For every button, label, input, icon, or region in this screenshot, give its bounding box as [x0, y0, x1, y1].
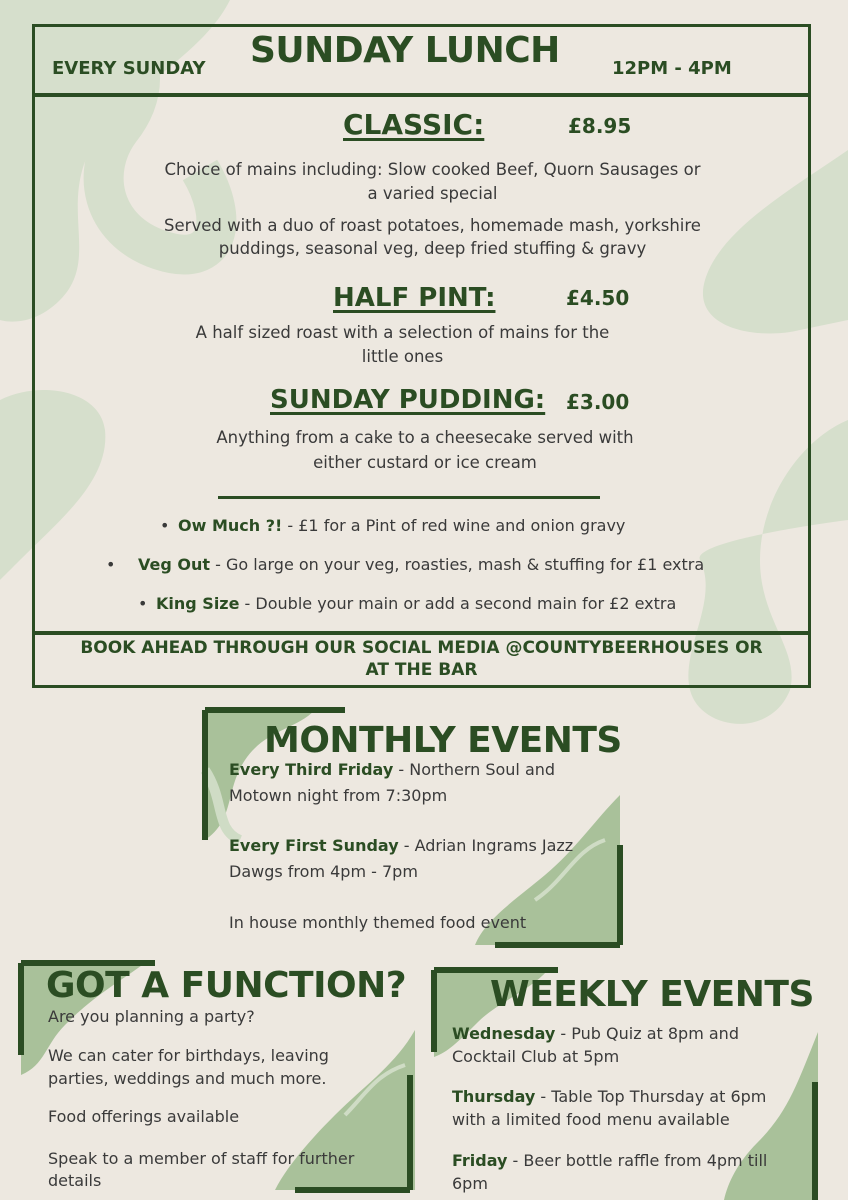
header-right: 12PM - 4PM [612, 58, 732, 79]
function-title: GOT A FUNCTION? [46, 965, 407, 1006]
monthly-event-2: Every First Sunday - Adrian Ingrams Jazz Dawgs from 4pm - 7pm [229, 836, 574, 881]
bullet-icon: • [160, 516, 170, 535]
pudding-desc-2: either custard or ice cream [313, 453, 537, 472]
menu-divider [218, 496, 600, 499]
extra-veg-out: Veg Out - Go large on your veg, roasties, mash & stuffing for £1 extra [138, 555, 705, 574]
weekly-event-1: Wednesday - Pub Quiz at 8pm and Cocktail Club at 5pm [452, 1024, 739, 1066]
page-title: SUNDAY LUNCH [250, 30, 560, 71]
half-pint-title: HALF PINT: [333, 283, 496, 313]
classic-price: £8.95 [568, 114, 632, 138]
extra-king-size: King Size - Double your main or add a second main for £2 extra [156, 594, 677, 613]
classic-desc-1: Choice of mains including: Slow cooked Beef, Quorn Sausages or [164, 160, 701, 179]
monthly-event-3: In house monthly themed food event [229, 913, 527, 932]
extra-ow-much: Ow Much ?! - £1 for a Pint of red wine and onion gravy [178, 516, 626, 535]
monthly-events-title: MONTHLY EVENTS [264, 720, 622, 761]
bullet-icon: • [138, 594, 148, 613]
pudding-title: SUNDAY PUDDING: [270, 385, 546, 415]
half-pint-desc-1: A half sized roast with a selection of mains for the [195, 323, 610, 342]
function-line-3: parties, weddings and much more. [48, 1069, 327, 1088]
bullet-icon: • [106, 555, 116, 574]
monthly-event-1: Every Third Friday - Northern Soul and Motown night from 7:30pm [229, 760, 556, 805]
book-ahead-line-1: BOOK AHEAD THROUGH OUR SOCIAL MEDIA @COUNTYBEERHOUSES OR [80, 638, 763, 658]
half-pint-desc-2: little ones [361, 347, 444, 366]
function-line-2: We can cater for birthdays, leaving [48, 1046, 329, 1065]
classic-desc-3: Served with a duo of roast potatoes, homemade mash, yorkshire [164, 216, 701, 235]
function-line-4: Food offerings available [48, 1107, 240, 1126]
half-pint-price: £4.50 [566, 286, 630, 310]
function-line-6: details [48, 1171, 102, 1190]
classic-desc-4: puddings, seasonal veg, deep fried stuffing & gravy [218, 239, 647, 258]
classic-title: CLASSIC: [343, 108, 485, 141]
header-left: EVERY SUNDAY [52, 58, 206, 79]
book-ahead-line-2: AT THE BAR [365, 660, 478, 680]
function-line-5: Speak to a member of staff for further [48, 1149, 355, 1168]
function-line-1: Are you planning a party? [48, 1007, 255, 1026]
pudding-desc-1: Anything from a cake to a cheesecake served with [216, 428, 634, 447]
pudding-price: £3.00 [566, 390, 630, 414]
weekly-event-2: Thursday - Table Top Thursday at 6pm with a limited food menu available [452, 1087, 767, 1129]
weekly-event-3: Friday - Beer bottle raffle from 4pm till 6pm [452, 1151, 768, 1193]
classic-desc-2: a varied special [367, 184, 498, 203]
weekly-events-title: WEEKLY EVENTS [490, 974, 814, 1015]
